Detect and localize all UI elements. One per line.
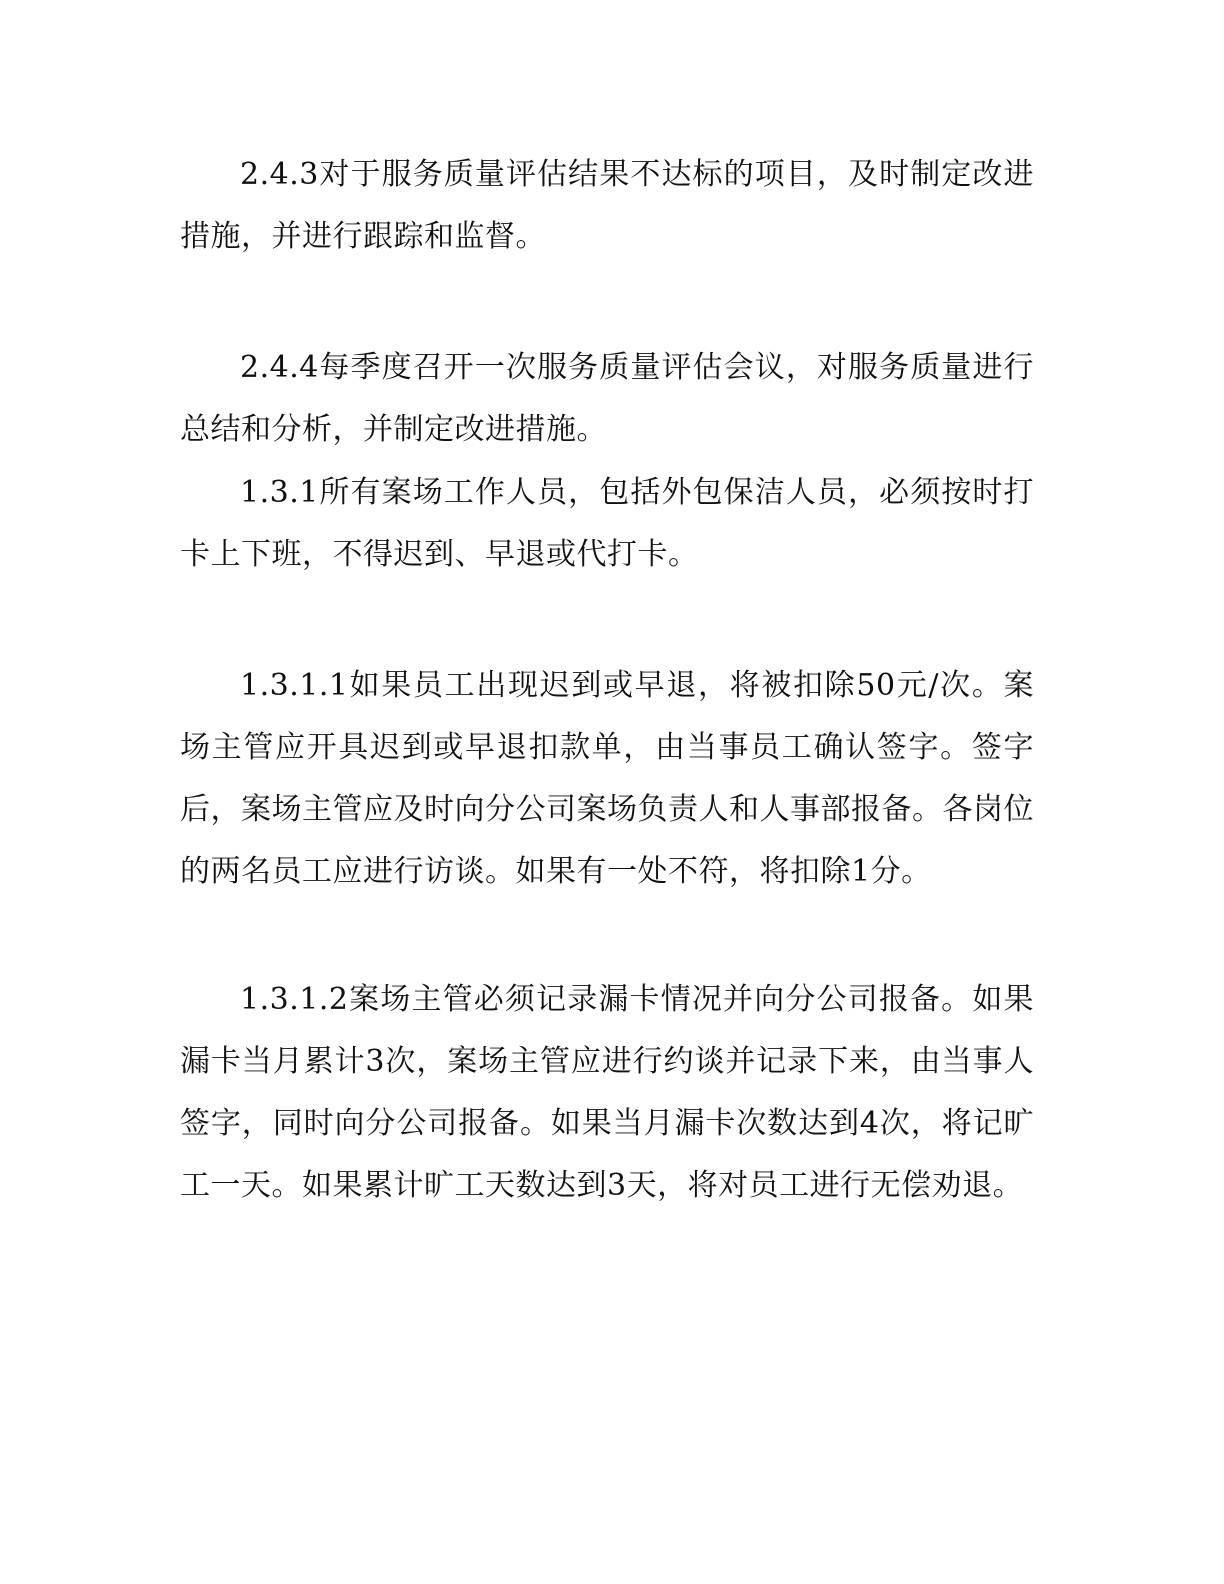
paragraph-2-4-4: 2.4.4每季度召开一次服务质量评估会议，对服务质量进行总结和分析，并制定改进措施。 [180,350,1034,447]
paragraph-1-3-1-1: 1.3.1.1如果员工出现迟到或早退，将被扣除50元/次。案场主管应开具迟到或早退扣款单，由当事员工确认签字。签字后，案场主管应及时向分公司案场负责人和人事部报备。各岗位的两名员工应进行访谈。如果有一处不符，将扣除1分。 [180,668,1034,889]
paragraph-2-4-3: 2.4.3对于服务质量评估结果不达标的项目，及时制定改进措施，并进行跟踪和监督。 [180,157,1034,254]
paragraph-1-3-1-2: 1.3.1.2案场主管必须记录漏卡情况并向分公司报备。如果漏卡当月累计3次，案场主管应进行约谈并记录下来，由当事人签字，同时向分公司报备。如果当月漏卡次数达到4次，将记旷工一天。如果累计旷工天数达到3天，将对员工进行无偿劝退。 [180,982,1034,1203]
paragraph-1-3-1: 1.3.1所有案场工作人员，包括外包保洁人员，必须按时打卡上下班，不得迟到、早退或代打卡。 [180,475,1034,572]
